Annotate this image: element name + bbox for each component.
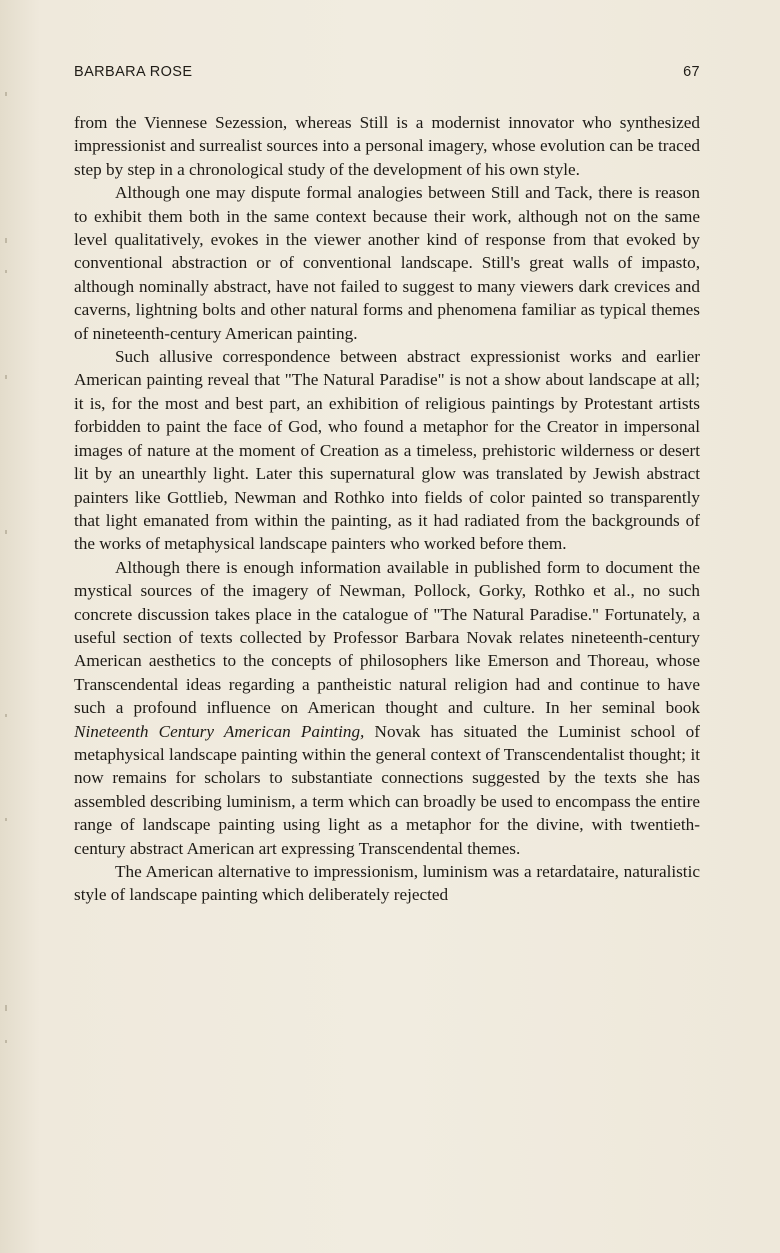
- page-number: 67: [683, 64, 700, 80]
- paragraph: The American alternative to impressionism, luminism was a retardataire, naturalistic style of landscape painting which deliberately rejected: [74, 862, 700, 905]
- margin-speck: [5, 714, 7, 717]
- margin-speck: [5, 818, 7, 821]
- paragraph: Although one may dispute formal analogies between Still and Tack, there is reason to exhibit them both in the same context because their work, although not on the same level qualitatively, evokes in the viewer another kind of response from that evoked by conventional abstraction or of conventional landscape. Still's great walls of impasto, although nominally abstract, have not failed to suggest to many viewers dark crevices and caverns, lightning bolts and other natural forms and phenomena familiar as typical themes of nineteenth-century American painting.: [74, 183, 700, 343]
- paragraph-text: Novak has situated the Luminist school of metaphysical landscape painting within the general context of Transcendentalist thought; it now remains for scholars to substantiate connections suggested by the texts she has assembled describing luminism, a term which can broadly be used to encompass the entire range of landscape painting using light as a metaphor for the divine, with twentieth-century abstract American art expressing Transcendental themes.: [74, 721, 701, 858]
- body-text: [74, 111, 700, 907]
- paragraph: from the Viennese Sezession, whereas Still is a modernist innovator who synthesized impressionist and surrealist sources into a personal imagery, whose evolution can be traced step by step in a chronological study of the development of his own style.: [74, 113, 700, 179]
- paragraph-text: Although there is enough information available in published form to document the mystical sources of the imagery of Newman, Pollock, Gorky, Rothko et al., no such concrete discussion takes place in the catalogue of "The Natural Paradise." Fortunately, a useful section of texts collected by Professor Barbara Novak relates nineteenth-century American aesthetics to the concepts of philosophers like Emerson and Thoreau, whose Transcendental ideas regarding a pantheistic natural religion had and continue to have such a profound influence on American thought and culture. In her seminal book: [74, 557, 700, 718]
- paragraph: [74, 556, 700, 860]
- margin-speck: [5, 375, 7, 379]
- paragraph: Such allusive correspondence between abstract expressionist works and earlier American painting reveal that "The Natural Paradise" is not a show about landscape at all; it is, for the most and best part, an exhibition of religious paintings by Protestant artists forbidden to paint the face of God, who found a metaphor for the Creator in impersonal images of nature at the moment of Creation as a timeless, prehistoric wilderness or desert lit by an unearthly light. Later this supernatural glow was translated by Jewish abstract painters like Gottlieb, Newman and Rothko into fields of color painted so transparently that light emanated from within the painting, as it had radiated from the backgrounds of the works of metaphysical landscape painters who worked before them.: [74, 347, 700, 554]
- book-title: Nineteenth Century American Painting,: [74, 721, 365, 741]
- margin-speck: [5, 92, 7, 96]
- running-head-author: BARBARA ROSE: [74, 64, 193, 80]
- margin-speck: [5, 1040, 7, 1043]
- running-head: [74, 64, 700, 80]
- margin-speck: [5, 238, 7, 243]
- margin-speck: [5, 270, 7, 273]
- margin-speck: [5, 1005, 7, 1011]
- margin-speck: [5, 530, 7, 534]
